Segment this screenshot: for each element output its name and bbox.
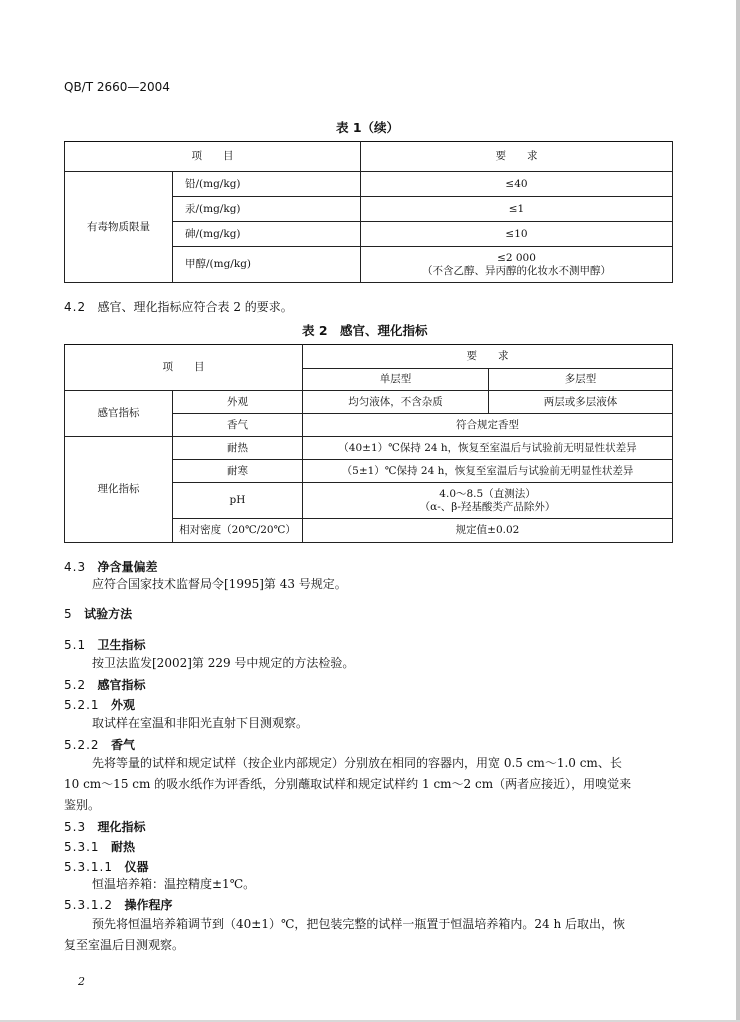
section-5-2-2-heading (64, 736, 135, 753)
table2-row-req-cell (303, 483, 673, 519)
section-title: 仪器 (124, 860, 149, 874)
section-5-2-2-line: 鉴别。 (64, 798, 101, 812)
section-5-1-text: 按卫法监发[2002]第 229 号中规定的方法检验。 (92, 656, 355, 670)
section-4-2 (64, 298, 293, 315)
section-5-3-1-2-line: 复至室温后目测观察。 (64, 938, 185, 952)
page-number: 2 (78, 975, 85, 988)
table1-row-req-note: （不含乙醇、异丙醇的化妆水不测甲醇） (422, 264, 611, 277)
table2-head-single: 单层型 (303, 369, 489, 391)
table2-row-item: 香气 (173, 414, 303, 437)
section-number: 4.3 (64, 560, 87, 574)
table2-row-req-note: （α-、β-羟基酸类产品除外） (419, 500, 556, 513)
section-title: 外观 (111, 698, 136, 712)
section-title: 感官指标 (97, 678, 146, 692)
section-4-3-text: 应符合国家技术监督局令[1995]第 43 号规定。 (92, 577, 347, 591)
section-number: 5.2 (64, 678, 87, 692)
table2-row-multi: 两层或多层液体 (489, 391, 673, 414)
section-title: 操作程序 (124, 898, 173, 912)
page-edge-shadow (736, 0, 740, 1022)
section-title: 卫生指标 (97, 638, 146, 652)
section-5-1-heading (64, 636, 146, 653)
section-5-3-1-2-heading (64, 896, 172, 913)
section-text: 感官、理化指标应符合表 2 的要求。 (97, 300, 293, 314)
section-5-3-1-2-line: 预先将恒温培养箱调节到（40±1）℃，把包装完整的试样一瓶置于恒温培养箱内。24 h 后取出，恢 (92, 917, 626, 931)
standard-code: QB/T 2660—2004 (64, 80, 170, 94)
section-number: 5.3.1.2 (64, 898, 113, 912)
section-title: 耐热 (111, 840, 136, 854)
table1-row-item: 铅/(mg/kg) (173, 172, 361, 197)
section-4-3-heading (64, 558, 158, 575)
section-title: 香气 (111, 738, 136, 752)
table2-head-item: 项 目 (65, 345, 303, 391)
section-5-2-2-line: 10 cm～15 cm 的吸水纸作为评香纸，分别蘸取试样和规定试样约 1 cm～2 cm（两者应接近），用嗅觉来 (64, 777, 632, 791)
table2-row-item: 外观 (173, 391, 303, 414)
table2-row-item: 耐热 (173, 437, 303, 460)
table2-row-req: 符合规定香型 (303, 414, 673, 437)
section-5-2-2-line: 先将等量的试样和规定试样（按企业内部规定）分别放在相同的容器内，用宽 0.5 cm～1.0 cm、长 (92, 756, 622, 770)
table1-group-label: 有毒物质限量 (65, 172, 173, 283)
section-5-2-1-heading (64, 696, 135, 713)
section-number: 5.3.1.1 (64, 860, 113, 874)
table2-row-single: 均匀液体，不含杂质 (303, 391, 489, 414)
section-5-3-heading (64, 818, 146, 835)
table2-row-req: 4.0～8.5（直测法） (439, 487, 536, 500)
table2-row-item: 相对密度（20℃/20℃） (173, 519, 303, 543)
table1-row-req-cell (361, 247, 673, 283)
table1-row-req: ≤40 (361, 172, 673, 197)
section-title: 试验方法 (84, 607, 133, 621)
section-title: 净含量偏差 (97, 560, 158, 574)
table2-head-req: 要 求 (303, 345, 673, 369)
section-number: 5.3.1 (64, 840, 100, 854)
section-number: 5.2.2 (64, 738, 100, 752)
table2 (64, 344, 673, 543)
section-5-3-1-1-heading (64, 858, 148, 875)
table1-row-item: 砷/(mg/kg) (173, 222, 361, 247)
section-number: 5.1 (64, 638, 87, 652)
table2-group-sensory: 感官指标 (65, 391, 173, 437)
table1-row-item: 甲醇/(mg/kg) (173, 247, 361, 283)
section-number: 5.3 (64, 820, 87, 834)
table1-row-req: ≤1 (361, 197, 673, 222)
section-5-2-1-text: 取试样在室温和非阳光直射下目测观察。 (92, 716, 309, 730)
table1-row-req: ≤2 000 (497, 251, 536, 264)
table1-head-item: 项 目 (65, 142, 361, 172)
table1-row-item: 汞/(mg/kg) (173, 197, 361, 222)
table2-caption: 表 2 感官、理化指标 (302, 323, 428, 338)
table1-row-req: ≤10 (361, 222, 673, 247)
section-title: 理化指标 (97, 820, 146, 834)
table2-head-multi: 多层型 (489, 369, 673, 391)
section-number: 5.2.1 (64, 698, 100, 712)
section-5-3-1-1-text: 恒温培养箱：温控精度±1℃。 (92, 877, 256, 891)
table1 (64, 141, 673, 283)
table1-head-req: 要 求 (361, 142, 673, 172)
section-number: 4.2 (64, 300, 87, 314)
section-5-2-heading (64, 676, 146, 693)
table1-caption: 表 1（续） (336, 120, 400, 135)
table2-row-req: （5±1）℃保持 24 h，恢复至室温后与试验前无明显性状差异 (303, 460, 673, 483)
table2-group-physchem: 理化指标 (65, 437, 173, 543)
table2-row-item: 耐寒 (173, 460, 303, 483)
section-number: 5 (64, 607, 73, 621)
section-5-3-1-heading (64, 838, 135, 855)
table2-row-item: pH (173, 483, 303, 519)
table2-row-req: （40±1）℃保持 24 h，恢复至室温后与试验前无明显性状差异 (303, 437, 673, 460)
table2-row-req: 规定值±0.02 (303, 519, 673, 543)
section-5-heading (64, 605, 132, 622)
